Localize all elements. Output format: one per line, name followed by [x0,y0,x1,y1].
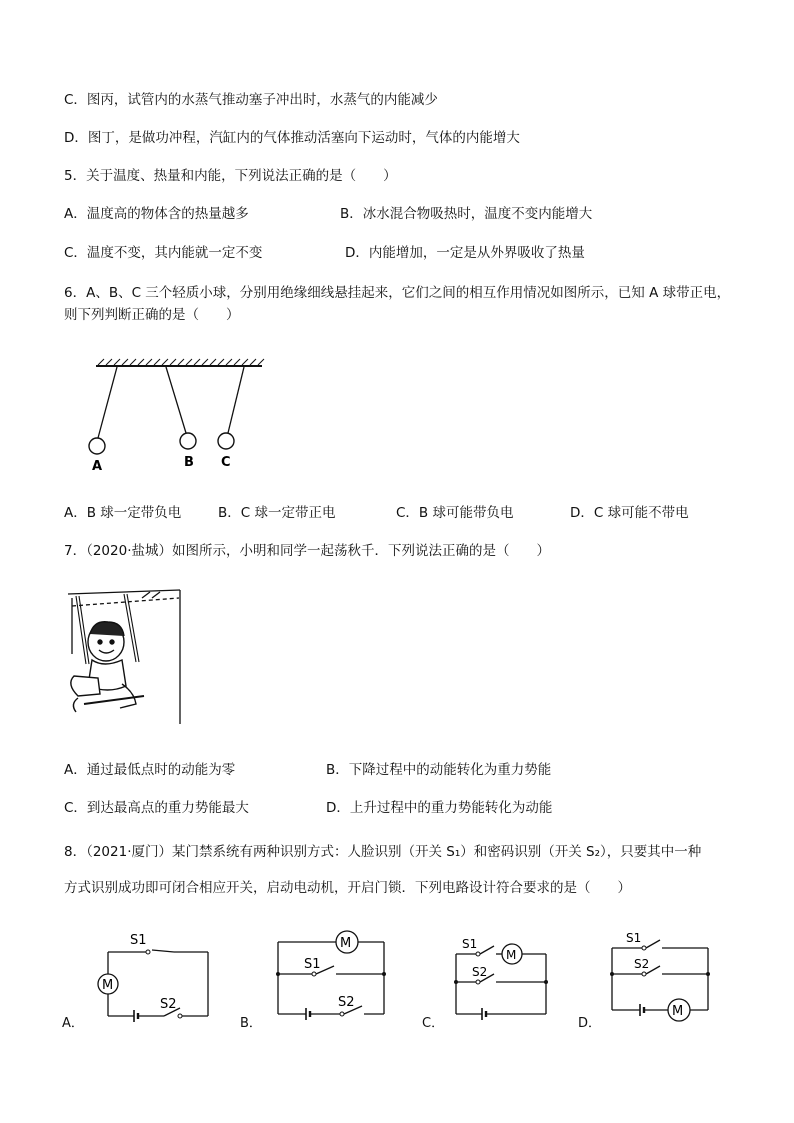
switch2-label: S2 [634,957,650,971]
q6-option-c: C．B 球可能带负电 [396,505,514,521]
q6-option-b: B．C 球一定带正电 [218,505,336,521]
q6-option-d: D．C 球可能不带电 [570,505,689,521]
q5-option-a: A．温度高的物体含的热量越多 [64,206,249,222]
motor-label: M [672,1004,684,1019]
q7-option-c: C．到达最高点的重力势能最大 [64,800,249,816]
motor-label: M [340,936,352,951]
label-c: C [221,455,231,470]
ceiling [96,359,264,366]
q6-option-a: A．B 球一定带负电 [64,505,182,521]
q5-stem: 5．关于温度、热量和内能，下列说法正确的是（ ） [64,168,397,184]
q7-stem: 7．（2020·盐城）如图所示，小明和同学一起荡秋千．下列说法正确的是（ ） [64,543,550,559]
q8-stem-line2: 方式识别成功即可闭合相应开关，启动电动机，开启门锁．下列电路设计符合要求的是（ ） [64,880,631,896]
circuit-c-label: C． [422,1016,445,1031]
circuit-d-label: D． [578,1016,602,1031]
switch2-label: S2 [338,995,355,1010]
q5-option-b: B．冰水混合物吸热时，温度不变内能增大 [340,206,593,222]
circuit-a [90,928,220,1028]
switch2-label: S2 [160,997,177,1012]
switch1-label: S1 [130,933,147,948]
q8-stem-line1: 8．（2021·厦门）某门禁系统有两种识别方式：人脸识别（开关 S₁）和密码识别（开关 S₂），只要其中一种 [64,844,702,860]
label-a: A [92,459,103,474]
q5-option-c: C．温度不变，其内能就一定不变 [64,245,263,261]
q7-option-a: A．通过最低点时的动能为零 [64,762,236,778]
switch1-label: S1 [304,957,321,972]
motor-label: M [506,948,517,962]
q4-option-d: D．图丁，是做功冲程，汽缸内的气体推动活塞向下运动时，气体的内能增大 [64,130,520,146]
ball-c [218,433,234,449]
q6-stem-line1: 6．A、B、C 三个轻质小球，分别用绝缘细线悬挂起来，它们之间的相互作用情况如图所示，已知 A 球带正电， [64,285,731,301]
switch1-label: S1 [626,932,642,945]
switch1-label: S1 [462,937,478,951]
q6-stem-line2: 则下列判断正确的是（ ） [64,307,240,323]
thread-a [98,367,117,438]
circuit-b-label: B． [240,1016,262,1031]
label-b: B [184,455,194,470]
motor-label: M [102,978,114,993]
ball-b [180,433,196,449]
circuit-c [448,934,552,1024]
q5-option-d: D．内能增加，一定是从外界吸收了热量 [345,245,585,261]
circuit-a-label: A． [62,1016,84,1031]
q4-option-c: C．图丙，试管内的水蒸气推动塞子冲出时，水蒸气的内能减少 [64,92,438,108]
ball-a [89,438,105,454]
thread-b [166,367,186,433]
q7-option-d: D．上升过程中的重力势能转化为动能 [326,800,553,816]
circuit-b [268,926,388,1022]
swing-illustration [64,584,188,734]
circuit-d [604,932,716,1024]
switch2-label: S2 [472,965,488,979]
q6-pendulum-figure [84,356,274,476]
q7-option-b: B．下降过程中的动能转化为重力势能 [326,762,552,778]
thread-c [228,367,244,433]
